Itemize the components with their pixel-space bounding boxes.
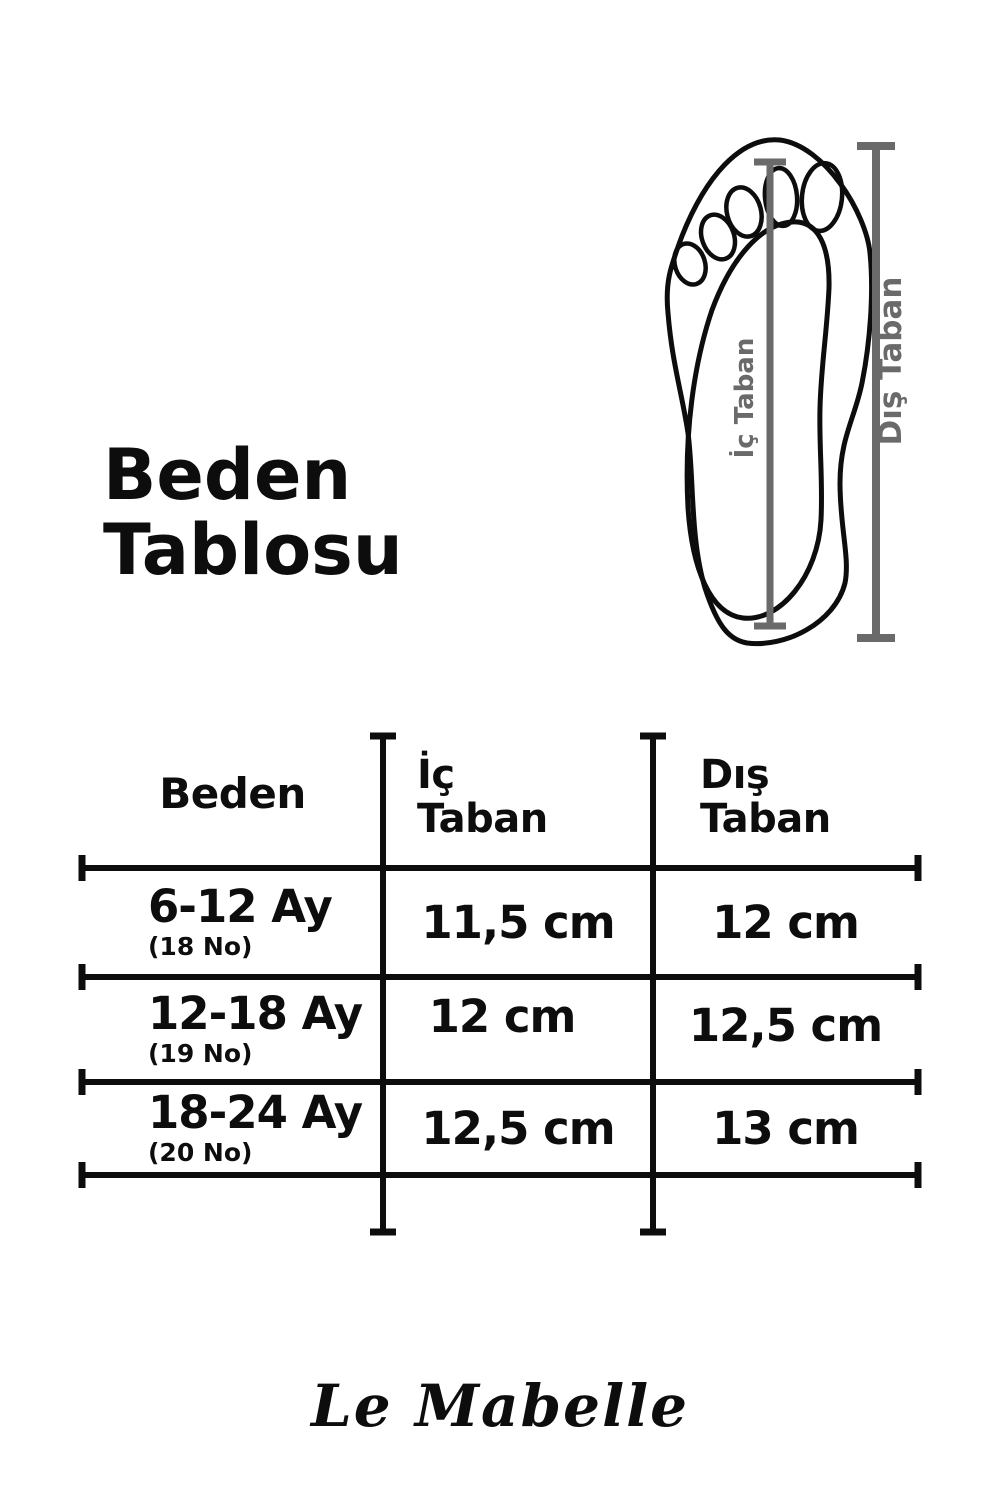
table-row-3-size-cell [148, 1082, 383, 1175]
size-shoe-number: (18 No) [148, 932, 253, 961]
size-shoe-number: (20 No) [148, 1138, 253, 1167]
dis-taban-value: 13 cm [712, 1102, 859, 1155]
inner-sole-line-label: İç Taban [730, 337, 760, 459]
table-row-3-ic-cell [383, 1082, 653, 1175]
column-header-dis-taban: Dış Taban [700, 752, 831, 842]
ic-taban-value: 12,5 cm [421, 1102, 615, 1155]
column-header-beden: Beden [159, 769, 306, 818]
table-row-1-size-cell [148, 868, 383, 977]
dis-taban-value: 12 cm [712, 896, 859, 949]
dis-taban-value: 12,5 cm [688, 999, 883, 1052]
table-row-2-size-cell [148, 977, 383, 1082]
ic-taban-value: 11,5 cm [421, 896, 615, 949]
table-row-1-dis-cell [653, 868, 918, 977]
table-row-3-dis-cell [653, 1082, 918, 1175]
size-age-range: 12-18 Ay [148, 987, 363, 1040]
brand-logo: Le Mabelle [310, 1372, 690, 1440]
outer-sole-line-label: Dış Taban [873, 276, 909, 446]
size-shoe-number: (19 No) [148, 1039, 253, 1068]
table-row-2-ic-cell [383, 977, 653, 1082]
ic-taban-value: 12 cm [428, 990, 576, 1043]
page-title: Beden Tablosu [103, 434, 403, 591]
size-age-range: 6-12 Ay [148, 880, 332, 933]
column-header-ic-taban: İç Taban [417, 752, 548, 842]
table-row-2-dis-cell [653, 977, 918, 1082]
table-row-1-ic-cell [383, 868, 653, 977]
size-age-range: 18-24 Ay [148, 1086, 363, 1139]
